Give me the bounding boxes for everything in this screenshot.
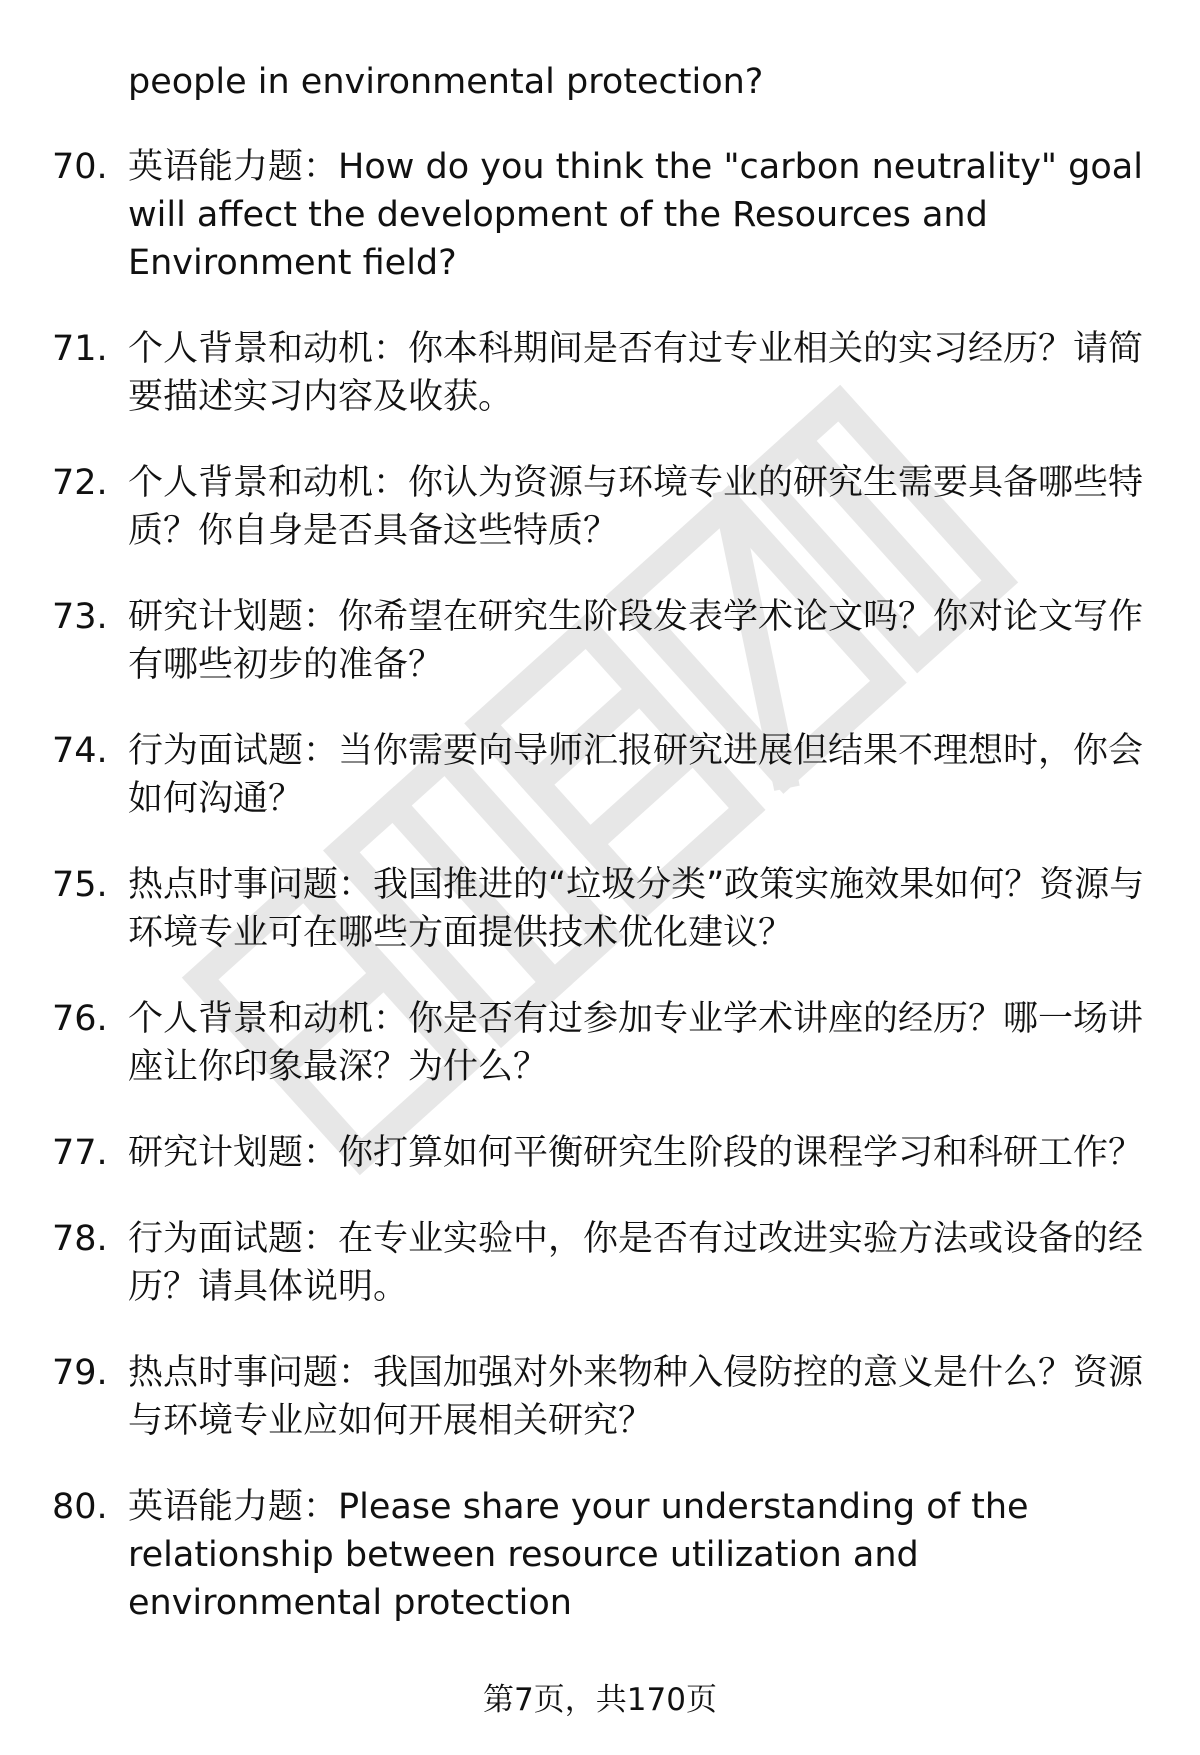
list-item	[0, 593, 1200, 689]
question-text: 热点时事问题：我国加强对外来物种入侵防控的意义是什么？资源与环境专业应如何开展相关研究？	[128, 1353, 1144, 1441]
question-number: 70.	[52, 147, 108, 187]
question-number: 72.	[52, 463, 108, 503]
question-text: 行为面试题：在专业实验中，你是否有过改进实验方法或设备的经历？请具体说明。	[128, 1219, 1144, 1307]
list-item	[0, 1215, 1200, 1311]
question-text: 个人背景和动机：你本科期间是否有过专业相关的实习经历？请简要描述实习内容及收获。	[128, 329, 1144, 417]
question-number: 75.	[52, 865, 108, 905]
list-item	[0, 459, 1200, 555]
question-number: 74.	[52, 731, 108, 771]
question-text: 个人背景和动机：你认为资源与环境专业的研究生需要具备哪些特质？你自身是否具备这些特质？	[128, 463, 1144, 551]
question-number: 71.	[52, 329, 108, 369]
list-item	[0, 861, 1200, 957]
question-number: 78.	[52, 1219, 108, 1259]
list-item	[0, 1349, 1200, 1445]
question-text: 热点时事问题：我国推进的“垃圾分类”政策实施效果如何？资源与环境专业可在哪些方面提供技术优化建议？	[128, 865, 1145, 953]
question-number: 77.	[52, 1133, 108, 1173]
page-footer: 第7页，共170页	[483, 1682, 717, 1718]
continuation-text: people in environmental protection?	[128, 62, 764, 102]
question-text: 英语能力题：How do you think the "carbon neutrality" goal will affect the development of the Resources and Environment field?	[128, 147, 1143, 283]
question-number: 79.	[52, 1353, 108, 1393]
list-item	[0, 1129, 1200, 1177]
question-text: 英语能力题：Please share your understanding of the relationship between resource utilization and environmental protection	[128, 1487, 1029, 1623]
question-text: 研究计划题：你打算如何平衡研究生阶段的课程学习和科研工作？	[128, 1133, 1144, 1173]
question-number: 80.	[52, 1487, 108, 1527]
question-number: 73.	[52, 597, 108, 637]
question-number: 76.	[52, 999, 108, 1039]
list-item	[0, 995, 1200, 1091]
list-item	[0, 143, 1200, 287]
list-item	[0, 325, 1200, 421]
question-text: 个人背景和动机：你是否有过参加专业学术讲座的经历？哪一场讲座让你印象最深？为什么？	[128, 999, 1144, 1087]
question-text: 研究计划题：你希望在研究生阶段发表学术论文吗？你对论文写作有哪些初步的准备？	[128, 597, 1144, 685]
list-item	[0, 1483, 1200, 1627]
list-item	[0, 727, 1200, 823]
question-text: 行为面试题：当你需要向导师汇报研究进展但结果不理想时，你会如何沟通？	[128, 731, 1144, 819]
question-list	[0, 143, 1200, 1665]
